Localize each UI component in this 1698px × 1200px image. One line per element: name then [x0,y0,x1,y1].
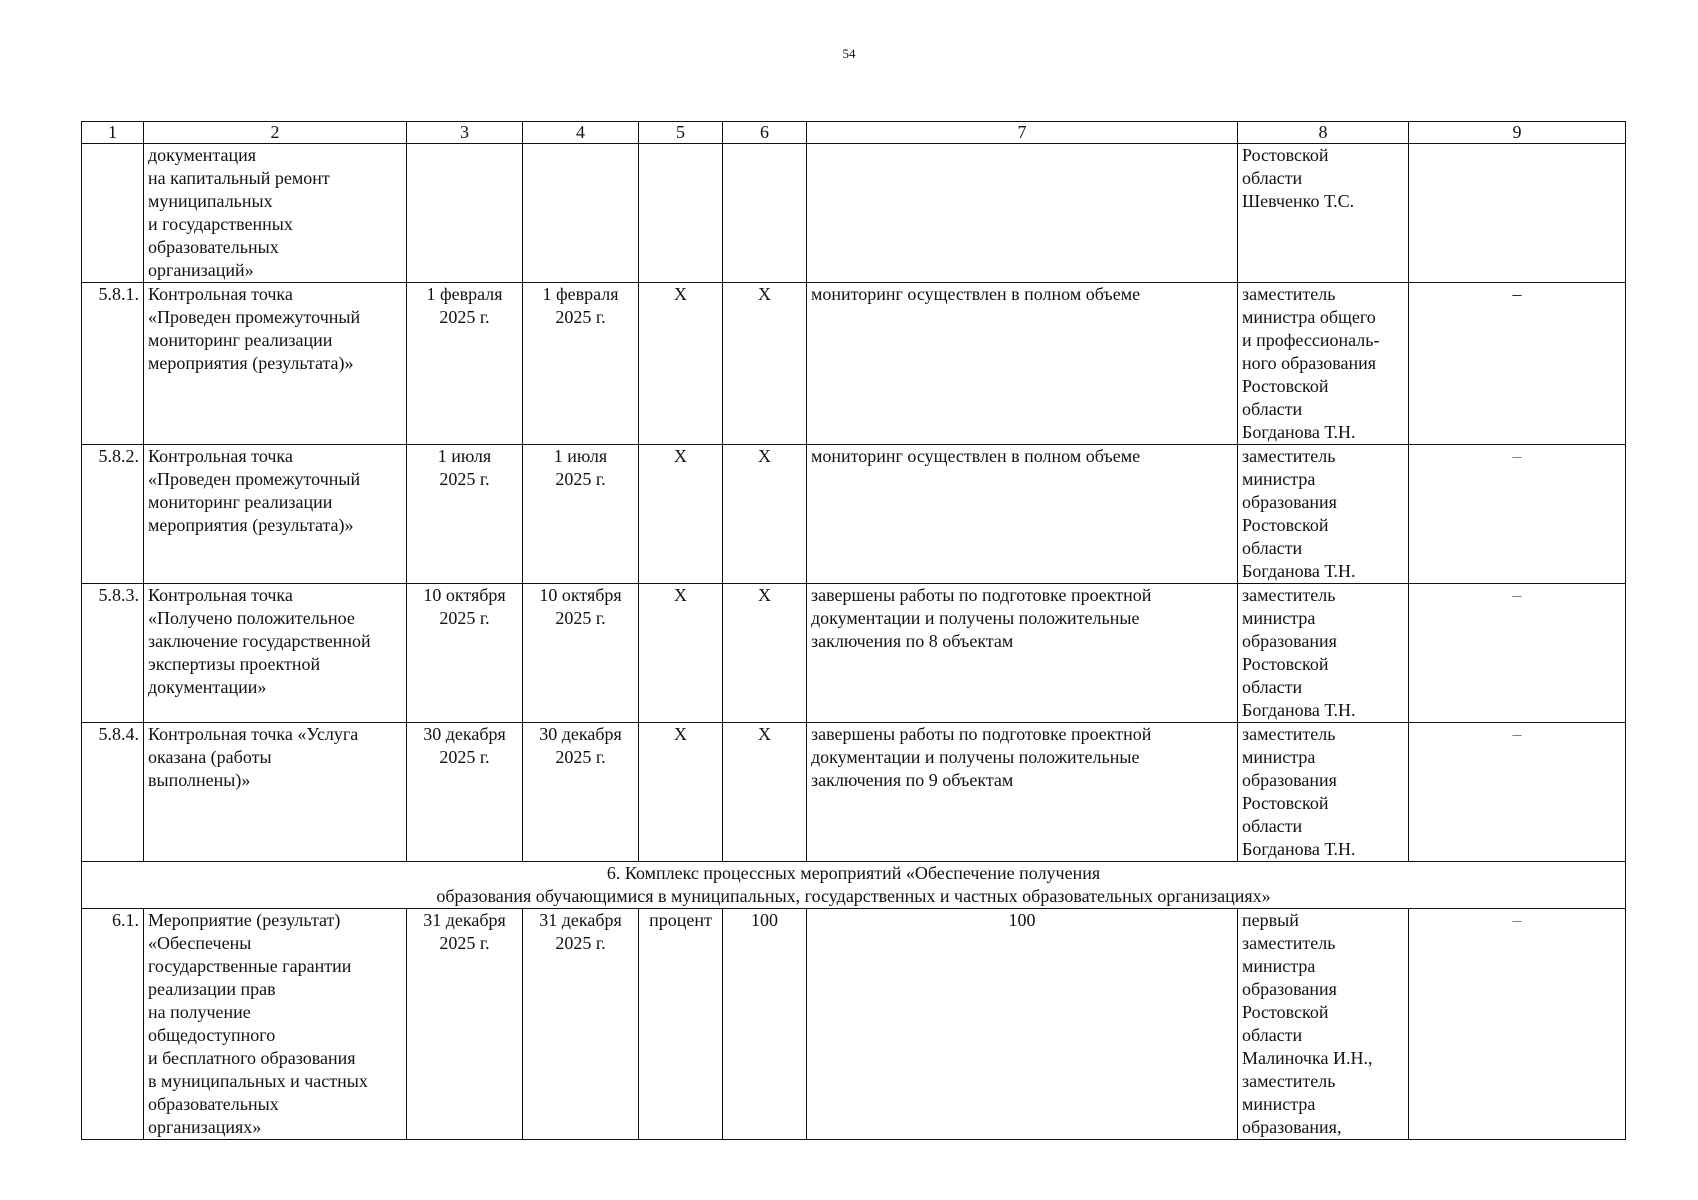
activity-name-cell: Контрольная точка «Проведен промежуточный мониторинг реализации мероприятия (результата)» [144,445,407,584]
header-cell: 8 [1238,122,1409,144]
plan-value-cell: X [723,584,807,723]
table-row [82,909,1626,1140]
table-row-continuation [82,144,1626,283]
header-cell: 7 [807,122,1238,144]
row-number-cell: 5.8.2. [82,445,144,584]
unit-cell: процент [639,909,723,1140]
fact-cell [807,144,1238,283]
note-cell: – [1409,445,1626,584]
plan-value-cell: 100 [723,909,807,1140]
responsible-cell: заместитель министра образования Ростовской области Богданова Т.Н. [1238,584,1409,723]
unit-cell: X [639,283,723,445]
header-cell: 6 [723,122,807,144]
plan-value-cell: X [723,283,807,445]
table-row [82,723,1626,862]
note-cell [1409,144,1626,283]
plan-table [81,121,1626,1140]
start-date-cell: 30 декабря 2025 г. [407,723,523,862]
start-date-cell [407,144,523,283]
start-date-cell: 1 февраля 2025 г. [407,283,523,445]
fact-cell: завершены работы по подготовке проектной документации и получены положительные заключения по 8 объектам [807,584,1238,723]
header-cell: 3 [407,122,523,144]
row-number-cell [82,144,144,283]
row-number-cell: 6.1. [82,909,144,1140]
unit-cell: X [639,584,723,723]
start-date-cell: 10 октября 2025 г. [407,584,523,723]
end-date-cell: 10 октября 2025 г. [523,584,639,723]
end-date-cell [523,144,639,283]
note-cell: – [1409,909,1626,1140]
header-cell: 1 [82,122,144,144]
fact-cell: мониторинг осуществлен в полном объеме [807,445,1238,584]
header-cell: 5 [639,122,723,144]
plan-value-cell: X [723,445,807,584]
row-number-cell: 5.8.4. [82,723,144,862]
responsible-cell: заместитель министра общего и профессиональ- ного образования Ростовской области Богданова Т.Н. [1238,283,1409,445]
fact-cell: 100 [807,909,1238,1140]
section-header-row [82,862,1626,909]
note-cell: – [1409,723,1626,862]
fact-cell: завершены работы по подготовке проектной документации и получены положительные заключения по 9 объектам [807,723,1238,862]
row-number-cell: 5.8.1. [82,283,144,445]
activity-name-cell: документация на капитальный ремонт муниципальных и государственных образовательных организаций» [144,144,407,283]
start-date-cell: 1 июля 2025 г. [407,445,523,584]
responsible-cell: заместитель министра образования Ростовской области Богданова Т.Н. [1238,723,1409,862]
table-row [82,445,1626,584]
header-cell: 2 [144,122,407,144]
end-date-cell: 31 декабря 2025 г. [523,909,639,1140]
page-number: 54 [842,46,856,61]
row-number-cell: 5.8.3. [82,584,144,723]
section-title: 6. Комплекс процессных мероприятий «Обеспечение получения образования обучающимися в муниципальных, государственных и частных образовательных организациях» [82,862,1626,909]
table-row [82,584,1626,723]
activity-name-cell: Мероприятие (результат) «Обеспечены государственные гарантии реализации прав на получение общедоступного и бесплатного образования в муниципальных и частных образовательных организациях» [144,909,407,1140]
end-date-cell: 30 декабря 2025 г. [523,723,639,862]
plan-value-cell [723,144,807,283]
fact-cell: мониторинг осуществлен в полном объеме [807,283,1238,445]
activity-name-cell: Контрольная точка «Проведен промежуточный мониторинг реализации мероприятия (результата)» [144,283,407,445]
start-date-cell: 31 декабря 2025 г. [407,909,523,1140]
responsible-cell: Ростовской области Шевченко Т.С. [1238,144,1409,283]
unit-cell: X [639,723,723,862]
note-cell: – [1409,283,1626,445]
plan-value-cell: X [723,723,807,862]
activity-name-cell: Контрольная точка «Получено положительное заключение государственной экспертизы проектной документации» [144,584,407,723]
activity-name-cell: Контрольная точка «Услуга оказана (работы выполнены)» [144,723,407,862]
responsible-cell: заместитель министра образования Ростовской области Богданова Т.Н. [1238,445,1409,584]
unit-cell [639,144,723,283]
header-cell: 4 [523,122,639,144]
table-header-row [82,122,1626,144]
end-date-cell: 1 февраля 2025 г. [523,283,639,445]
end-date-cell: 1 июля 2025 г. [523,445,639,584]
header-cell: 9 [1409,122,1626,144]
responsible-cell: первый заместитель министра образования Ростовской области Малиночка И.Н., заместитель министра образования, [1238,909,1409,1140]
unit-cell: X [639,445,723,584]
table-row [82,283,1626,445]
note-cell: – [1409,584,1626,723]
